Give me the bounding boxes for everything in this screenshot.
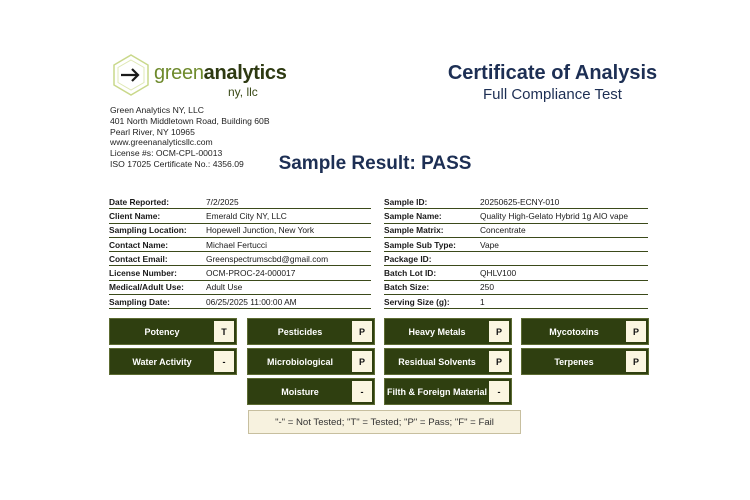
test-name: Residual Solvents	[398, 356, 476, 367]
company-logo	[108, 52, 287, 104]
document-subtitle: Full Compliance Test	[483, 86, 622, 103]
info-label: Sampling Date:	[109, 296, 170, 307]
lab-street: 401 North Middletown Road, Building 60B	[110, 115, 270, 126]
info-label: Sample Name:	[384, 210, 442, 221]
info-row	[109, 252, 371, 266]
test-name: Heavy Metals	[408, 326, 466, 337]
info-label: Package ID:	[384, 253, 432, 264]
sample-info-table	[384, 195, 648, 309]
test-tile-moisture	[247, 378, 375, 405]
test-status: P	[352, 351, 372, 372]
test-status: P	[626, 351, 646, 372]
info-row	[384, 281, 648, 295]
test-name: Water Activity	[132, 356, 192, 367]
info-row	[384, 224, 648, 238]
hexagon-arrow-icon	[108, 52, 154, 98]
info-label: Contact Name:	[109, 239, 169, 250]
info-row	[384, 266, 648, 280]
test-status: P	[626, 321, 646, 342]
lab-city: Pearl River, NY 10965	[110, 126, 195, 137]
info-label: Sample ID:	[384, 196, 428, 207]
info-row	[109, 238, 371, 252]
test-tile-terpenes	[521, 348, 649, 375]
info-row	[109, 224, 371, 238]
test-name: Microbiological	[266, 356, 333, 367]
test-name: Mycotoxins	[549, 326, 599, 337]
test-status: -	[489, 381, 509, 402]
info-value: 20250625-ECNY-010	[480, 196, 560, 207]
test-tile-heavy-metals	[384, 318, 512, 345]
test-status: P	[352, 321, 372, 342]
info-row	[384, 252, 648, 266]
info-row	[109, 295, 371, 309]
info-label: Sampling Location:	[109, 225, 187, 236]
info-value: OCM-PROC-24-000017	[206, 268, 296, 279]
logo-wordmark: greenanalytics	[154, 62, 287, 84]
info-label: Sample Sub Type:	[384, 239, 456, 250]
info-value: Adult Use	[206, 282, 243, 293]
info-label: Batch Size:	[384, 282, 430, 293]
info-label: Date Reported:	[109, 196, 170, 207]
sample-result: Sample Result: PASS	[278, 153, 472, 174]
test-tile-mycotoxins	[521, 318, 649, 345]
info-value: Concentrate	[480, 225, 526, 236]
info-label: Client Name:	[109, 210, 161, 221]
test-status: T	[214, 321, 234, 342]
info-row	[384, 209, 648, 223]
test-tile-potency	[109, 318, 237, 345]
info-value: Quality High-Gelato Hybrid 1g AIO vape	[480, 210, 629, 221]
info-row	[384, 195, 648, 209]
test-name: Moisture	[281, 386, 319, 397]
test-name: Terpenes	[554, 356, 594, 367]
document-title: Certificate of Analysis	[447, 62, 658, 84]
client-info-table	[109, 195, 371, 309]
test-tile-water-activity	[109, 348, 237, 375]
info-row	[384, 295, 648, 309]
info-label: Medical/Adult Use:	[109, 282, 184, 293]
info-row	[109, 266, 371, 280]
info-value: 1	[480, 296, 485, 307]
info-label: License Number:	[109, 268, 177, 279]
test-tile-pesticides	[247, 318, 375, 345]
info-value: Michael Fertucci	[206, 239, 267, 250]
info-label: Serving Size (g):	[384, 296, 450, 307]
info-value: 7/2/2025	[206, 196, 239, 207]
test-tile-residual-solvents	[384, 348, 512, 375]
lab-iso-certificate: ISO 17025 Certificate No.: 4356.09	[110, 158, 244, 169]
info-value: Hopewell Junction, New York	[206, 225, 315, 236]
info-label: Contact Email:	[109, 253, 168, 264]
info-value[interactable]: Greenspectrumscbd@gmail.com	[206, 253, 329, 264]
info-row	[109, 281, 371, 295]
info-value: 250	[480, 282, 494, 293]
test-status: -	[214, 351, 234, 372]
info-label: Batch Lot ID:	[384, 268, 437, 279]
test-tile-microbiological	[247, 348, 375, 375]
test-name: Pesticides	[277, 326, 323, 337]
info-value: 06/25/2025 11:00:00 AM	[206, 296, 297, 307]
info-value: Vape	[480, 239, 499, 250]
lab-website[interactable]: www.greenanalyticsllc.com	[110, 137, 213, 148]
test-status: P	[489, 321, 509, 342]
info-row	[384, 238, 648, 252]
info-row	[109, 209, 371, 223]
info-value: Emerald City NY, LLC	[206, 210, 287, 221]
lab-name: Green Analytics NY, LLC	[110, 105, 204, 115]
test-name: Filth & Foreign Material	[386, 386, 487, 397]
test-tile-filth-foreign-material	[384, 378, 512, 405]
info-row	[109, 195, 371, 209]
test-status: -	[352, 381, 372, 402]
info-label: Sample Matrix:	[384, 225, 444, 236]
logo-subtitle: ny, llc	[228, 85, 258, 99]
test-name: Potency	[144, 326, 180, 337]
status-legend: "-" = Not Tested; "T" = Tested; "P" = Pass; "F" = Fail	[248, 410, 521, 434]
info-value: QHLV100	[480, 268, 517, 279]
test-status: P	[489, 351, 509, 372]
lab-license: License #s: OCM-CPL-00013	[110, 148, 223, 159]
